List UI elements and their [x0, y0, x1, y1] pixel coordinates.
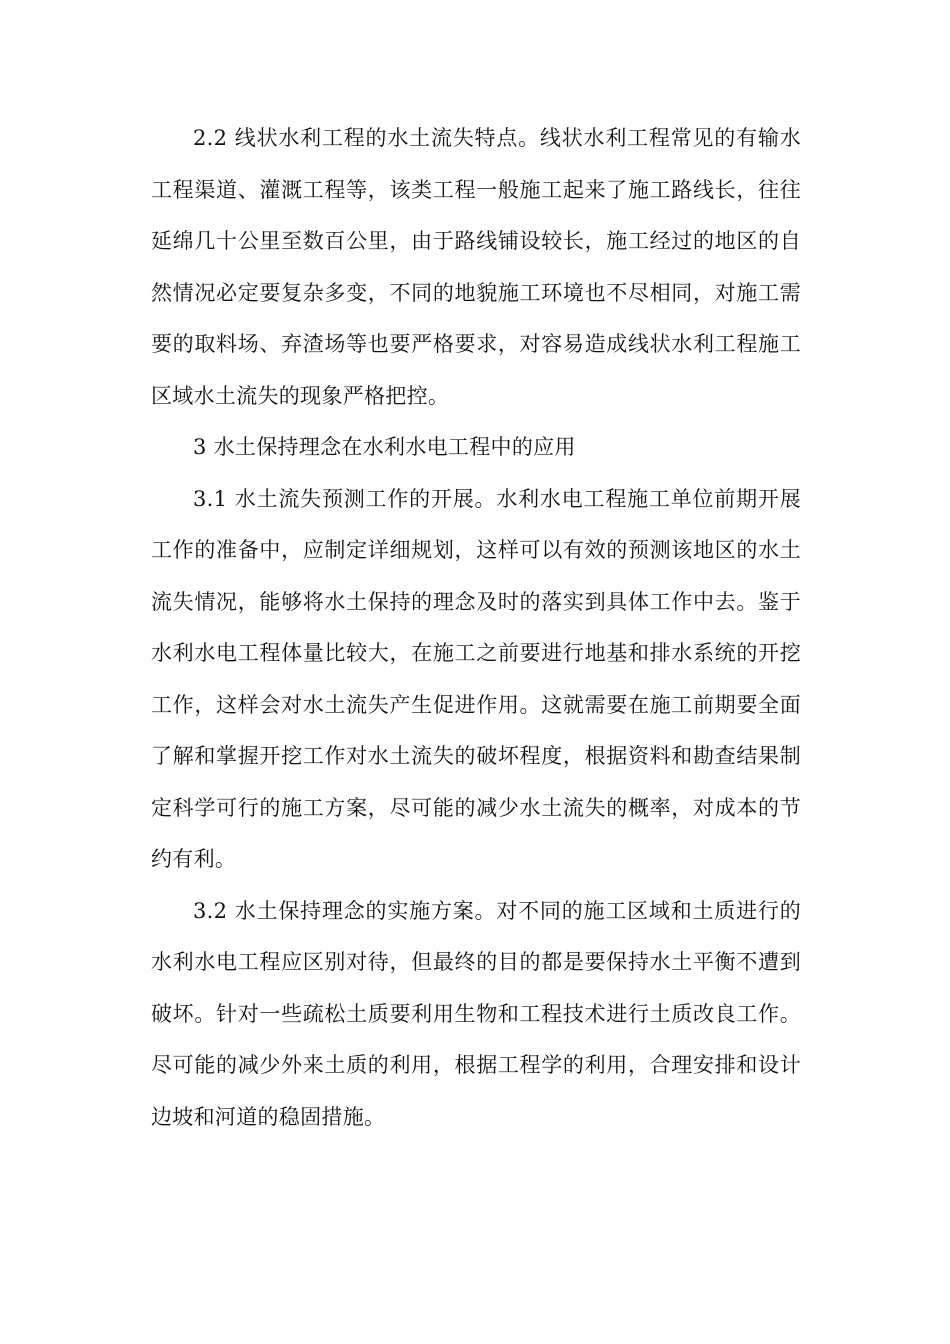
section-heading-application: 3 水土保持理念在水利水电工程中的应用: [193, 435, 576, 459]
paragraph-linear-project-features: 2.2 线状水利工程的水土流失特点。线状水利工程常见的有输水工程渠道、灌溉工程等，该类工程一般施工起来了施工路线长，往往延绵几十公里至数百公里，由于路线铺设较长，施工经过的地区的自然情况必定要复杂多变，不同的地貌施工环境也不尽相同，对施工需要的取料场、弃渣场等也要严格要求，对容易造成线状水利工程施工区域水土流失的现象严格把控。: [151, 126, 801, 408]
document-body: [151, 113, 801, 1143]
paragraph-erosion-prediction: 3.1 水土流失预测工作的开展。水利水电工程施工单位前期开展工作的准备中，应制定详细规划，这样可以有效的预测该地区的水土流失情况，能够将水土保持的理念及时的落实到具体工作中去。鉴于水利水电工程体量比较大，在施工之前要进行地基和排水系统的开挖工作，这样会对水土流失产生促进作用。这就需要在施工前期要全面了解和掌握开挖工作对水土流失的破坏程度，根据资料和勘查结果制定科学可行的施工方案，尽可能的减少水土流失的概率，对成本的节约有利。: [151, 486, 801, 871]
paragraph-implementation-plan: 3.2 水土保持理念的实施方案。对不同的施工区域和土质进行的水利水电工程应区别对待，但最终的目的都是要保持水土平衡不遭到破坏。针对一些疏松土质要利用生物和工程技术进行土质改良工作。尽可能的减少外来土质的利用，根据工程学的利用，合理安排和设计边坡和河道的稳固措施。: [151, 898, 801, 1129]
